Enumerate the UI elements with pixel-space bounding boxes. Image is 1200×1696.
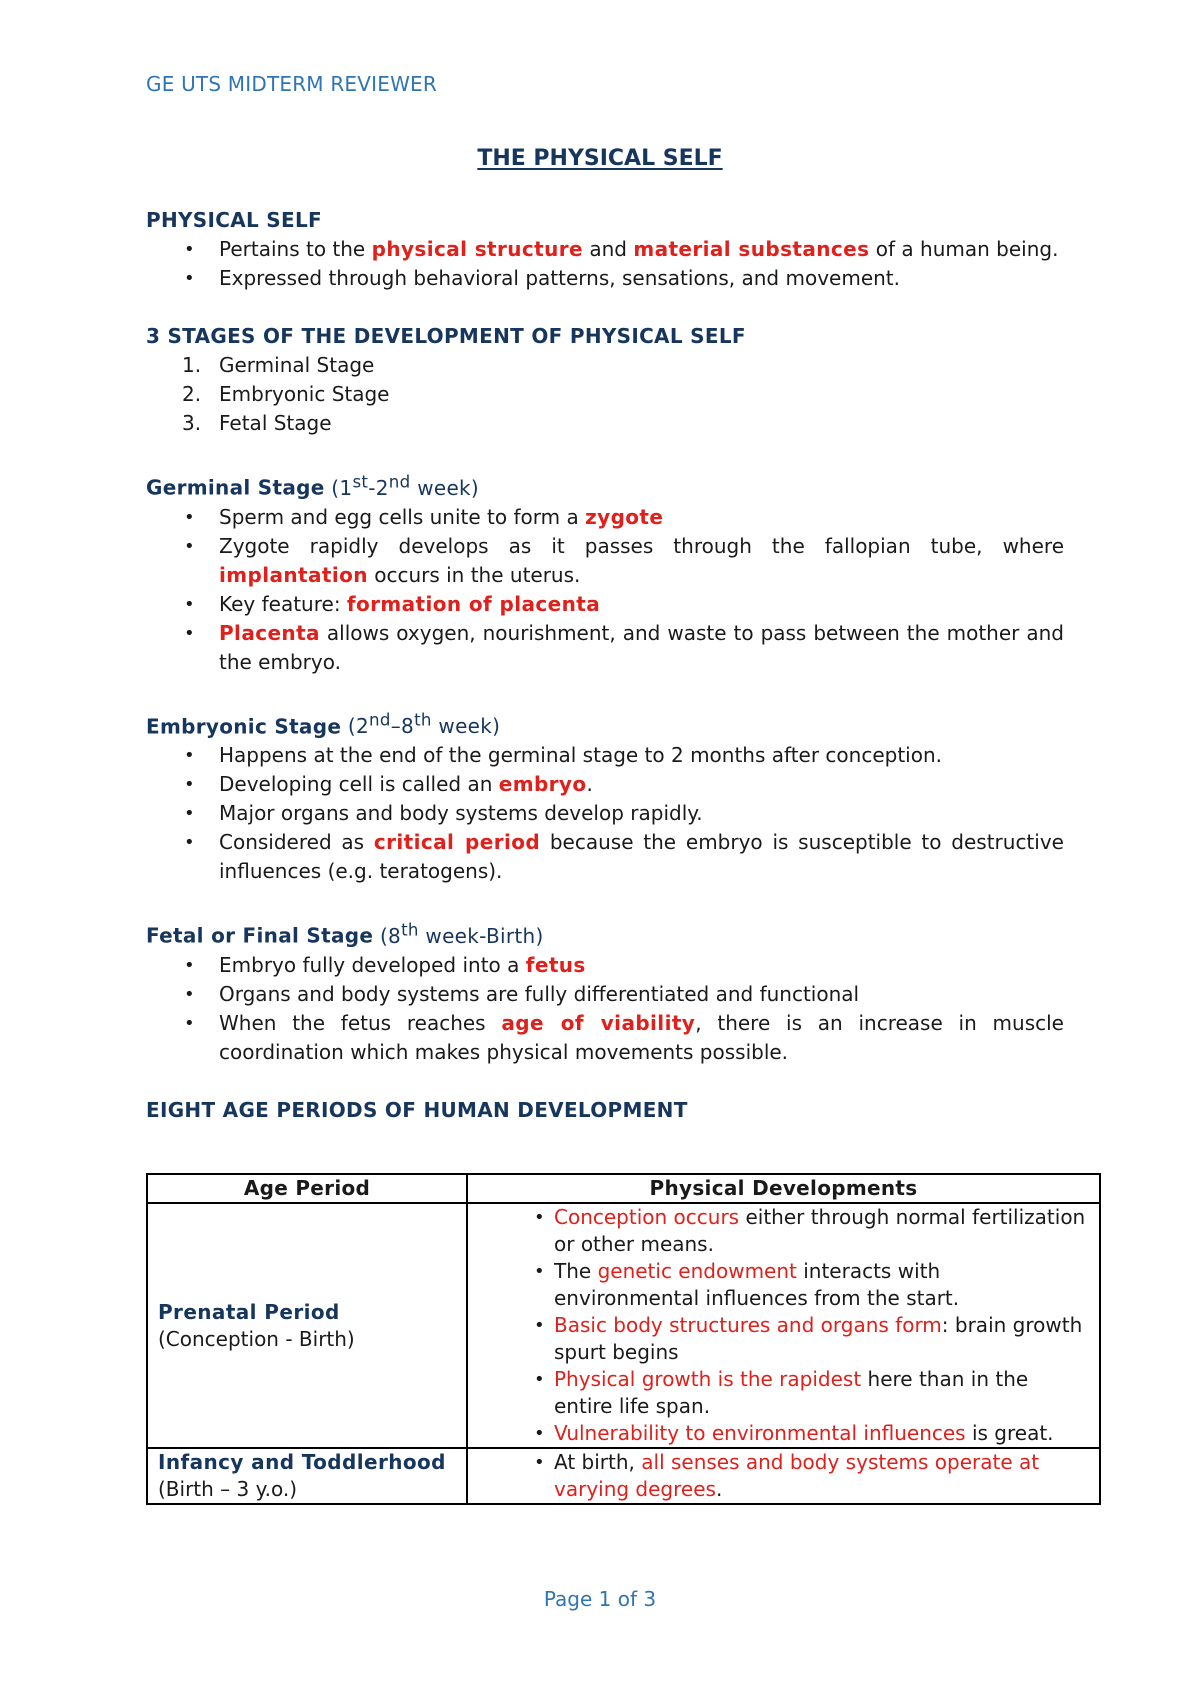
highlight-term: fetus — [525, 952, 586, 977]
list-item: 2. Embryonic Stage — [182, 382, 390, 406]
section-heading-germinal: Germinal Stage (1st-2nd week) — [146, 472, 480, 500]
list-item: • Basic body structures and organs form: brain growth spurt begins — [478, 1312, 1089, 1366]
physical-developments-cell — [467, 1203, 1100, 1448]
table-row — [147, 1203, 1100, 1448]
period-range: (Conception - Birth) — [158, 1326, 355, 1351]
highlight-term: Placenta — [219, 620, 320, 645]
column-header-age-period: Age Period — [147, 1174, 467, 1203]
highlight-term: formation of placenta — [346, 591, 601, 616]
section-embryonic-stage — [146, 706, 1064, 887]
section-heading-physical-self: PHYSICAL SELF — [146, 208, 322, 232]
section-heading-three-stages: 3 STAGES OF THE DEVELOPMENT OF PHYSICAL SELF — [146, 324, 746, 348]
period-name: Prenatal Period — [158, 1299, 340, 1324]
list-item: • Key feature: formation of placenta — [146, 590, 1064, 619]
germinal-bullets — [146, 503, 1064, 677]
age-periods-table — [146, 1173, 1101, 1505]
list-item: • Embryo fully developed into a fetus — [146, 951, 1064, 980]
table-header-row — [147, 1174, 1100, 1203]
highlight-term: age of viability — [501, 1010, 696, 1035]
section-three-stages — [146, 322, 1064, 438]
document-title: THE PHYSICAL SELF — [477, 146, 723, 171]
list-item: • When the fetus reaches age of viability, there is an increase in muscle coordination which makes physical movements possible. — [146, 1009, 1064, 1067]
list-item: • Organs and body systems are fully differentiated and functional — [146, 980, 1064, 1009]
list-item: • The genetic endowment interacts with environmental influences from the start. — [478, 1258, 1089, 1312]
list-item: 1. Germinal Stage — [182, 353, 375, 377]
list-item: • Pertains to the physical structure and material substances of a human being. — [146, 235, 1064, 264]
fetal-bullets — [146, 951, 1064, 1067]
physical-self-bullets — [146, 235, 1064, 293]
age-period-cell — [147, 1448, 467, 1504]
list-item: • Conception occurs either through normal fertilization or other means. — [478, 1204, 1089, 1258]
list-item: • Placenta allows oxygen, nourishment, and waste to pass between the mother and the embryo. — [146, 619, 1064, 677]
highlight-term: physical structure — [371, 237, 583, 261]
period-range: (Birth – 3 y.o.) — [158, 1477, 298, 1501]
section-heading-embryonic: Embryonic Stage (2nd–8th week) — [146, 710, 501, 739]
section-physical-self — [146, 206, 1064, 293]
running-header: GE UTS MIDTERM REVIEWER — [146, 72, 437, 96]
highlight-term: embryo — [498, 772, 587, 797]
list-item: • Major organs and body systems develop rapidly. — [146, 799, 1064, 828]
list-item: • Considered as critical period because the embryo is susceptible to destructive influences (e.g. teratogens). — [146, 828, 1064, 886]
page-number: Page 1 of 3 — [543, 1587, 657, 1611]
highlight-term: zygote — [585, 504, 664, 529]
list-item: • Sperm and egg cells unite to form a zygote — [146, 503, 1064, 532]
list-item: • Happens at the end of the germinal stage to 2 months after conception. — [146, 741, 1064, 770]
table-row — [147, 1448, 1100, 1504]
list-item: • Vulnerability to environmental influences is great. — [478, 1420, 1089, 1447]
list-item: • Physical growth is the rapidest here than in the entire life span. — [478, 1366, 1089, 1420]
section-heading-age-periods: EIGHT AGE PERIODS OF HUMAN DEVELOPMENT — [146, 1097, 688, 1122]
section-germinal-stage — [146, 467, 1064, 677]
highlight-term: implantation — [219, 562, 368, 587]
highlight-term: critical period — [373, 830, 541, 855]
document-body — [146, 206, 1064, 1125]
stages-list — [146, 351, 1064, 438]
age-period-cell — [147, 1203, 467, 1448]
column-header-physical-developments: Physical Developments — [467, 1174, 1100, 1203]
list-item: • Expressed through behavioral patterns, sensations, and movement. — [146, 264, 1064, 293]
highlight-term: material substances — [633, 237, 870, 261]
list-item: • Developing cell is called an embryo. — [146, 770, 1064, 799]
section-fetal-stage — [146, 915, 1064, 1067]
list-item: 3. Fetal Stage — [182, 411, 332, 435]
physical-developments-cell — [467, 1448, 1100, 1504]
embryonic-bullets — [146, 741, 1064, 886]
list-item: • Zygote rapidly develops as it passes through the fallopian tube, where implantation occurs in the uterus. — [146, 532, 1064, 590]
section-heading-fetal: Fetal or Final Stage (8th week-Birth) — [146, 920, 544, 948]
list-item: • At birth, all senses and body systems operate at varying degrees. — [478, 1449, 1089, 1503]
period-name: Infancy and Toddlerhood — [158, 1450, 446, 1474]
